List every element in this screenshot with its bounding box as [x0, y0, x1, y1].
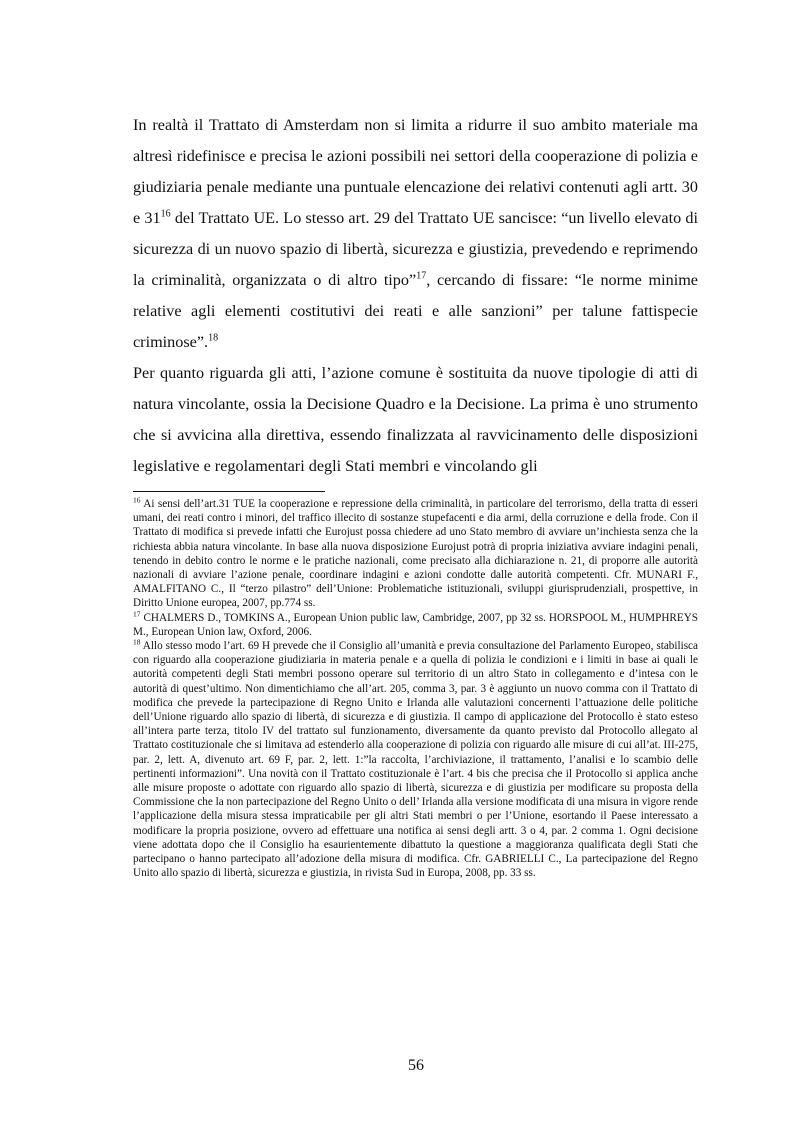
footnotes	[133, 497, 698, 880]
paragraph-1	[133, 110, 698, 358]
footnote-text-18: Allo stesso modo l’art. 69 H prevede che il Consiglio all’umanità e previa consultazione del Parlamento Europeo, stabilisca con riguardo alla cooperazione giudiziaria in materia penale e a quella di polizia le condizioni e i limiti in base ai quali le autorità competenti degli Stati membri possono operare sul territorio di un altro Stato in collegamento e d’intesa con le autorità di quest’ultimo. Non dimentichiamo che all’art. 205, comma 3, par. 3 è aggiunto un nuovo comma con il Trattato di modifica che prevede la partecipazione di Regno Unito e Irlanda alle valutazioni concernenti l’attuazione delle politiche dell’Unione riguardo allo spazio di libertà, di sicurezza e di giustizia. Il campo di applicazione del Protocollo è stato esteso all’intera parte terza, titolo IV del trattato sul funzionamento, diversamente da quanto previsto dal Protocollo allegato al Trattato costituzionale che si limitava ad estenderlo alla cooperazione di polizia con riguardo alle misure di cui all’at. III-275, par. 2, lett. A, divenuto art. 69 F, par. 2, lett. 1:”la raccolta, l’archiviazione, il trattamento, l’analisi e lo scambio delle pertinenti informazioni”. Una novità con il Trattato costituzionale è l’art. 4 bis che precisa che il Protocollo si applica anche alle misure proposte o adottate con riguardo allo spazio di libertà, sicurezza e di giustizia per modificare su proposta della Commissione che la non partecipazione del Regno Unito o dell’ Irlanda alla versione modificata di una misura in vigore rende l’applicazione della misura stessa impraticabile per gli altri Stati membri o per l’Unione, esortando il Paese interessato a modificare la propria posizione, ovvero ad effettuare una notifica ai sensi degli artt. 3 o 4, par. 2 comma 1. Ogni decisione viene adottata dopo che il Consiglio ha esaurientemente dibattuto la questione a maggioranza qualificata degli Stati che partecipano o hanno partecipato all’adozione della misura di modifica. Cfr. GABRIELLI C., La partecipazione del Regno Unito allo spazio di libertà, sicurezza e giustizia, in rivista Sud in Europa, 2008, pp. 33 ss.	[133, 640, 698, 880]
footnote-number-17: 17	[133, 608, 141, 618]
footnote-17	[133, 608, 698, 639]
footnote-separator	[133, 491, 325, 492]
footnote-number-18: 18	[133, 637, 141, 647]
footnote-16	[133, 497, 698, 611]
paragraph-2: Per quanto riguarda gli atti, l’azione comune è sostituita da nuove tipologie di atti di natura vincolante, ossia la Decisione Quadro e la Decisione. La prima è uno strumento che si avvicina alla direttiva, essendo finalizzata al ravvicinamento delle disposizioni legislative e regolamentari degli Stati membri e vincolando gli	[133, 364, 698, 475]
footnote-ref-18[interactable]: 18	[208, 332, 219, 344]
footnote-ref-17[interactable]: 17	[416, 270, 427, 282]
page-number: 56	[408, 1057, 424, 1074]
footnote-text-17: CHALMERS D., TOMKINS A., European Union public law, Cambridge, 2007, pp 32 ss. HORSPOOL M., HUMPHREYS M., European Union law, Oxford, 2006.	[133, 611, 698, 638]
paragraph-1-text-b: del Trattato UE. Lo stesso art. 29 del Trattato UE sancisce: “un livello elevato di sicurezza di un nuovo spazio di libertà, sicurezza e giustizia, prevedendo e reprimendo la criminalità, organizzata o di altro tipo”	[133, 209, 699, 289]
paragraph-1-text-c: , cercando di fissare: “le norme minime relative agli elementi costitutivi dei reati e alle sanzioni” per talune fattispecie criminose”.	[133, 271, 698, 351]
footnote-number-16: 16	[133, 495, 141, 505]
footnote-18	[133, 639, 698, 880]
main-text	[133, 110, 698, 482]
footnote-ref-16[interactable]: 16	[160, 208, 171, 220]
footnote-text-16: Ai sensi dell’art.31 TUE la cooperazione e repressione della criminalità, in particolare del terrorismo, della tratta di esseri umani, dei reati contro i minori, del traffico illecito di sostanze stupefacenti e dia armi, della corruzione e della frode. Con il Trattato di modifica si prevede infatti che Eurojust possa chiedere ad uno Stato membro di avviare un’inchiesta senza che la richiesta abbia natura vincolante. In base alla nuova disposizione Eurojust potrà di propria iniziativa avviare indagini penali, tenendo in debito contro le norme e le pratiche nazionali, come precisato alla dichiarazione n. 21, di proporre alle autorità nazionali di avviare l’azione penale, coordinare indagini e azioni condotte dalle autorità competenti. Cfr. MUNARI F., AMALFITANO C., Il “terzo pilastro” dell’Unione: Problematiche istituzionali, sviluppi giurisprudenziali, prospettive, in Diritto Unione europea, 2007, pp.774 ss.	[133, 498, 698, 610]
paragraph-1-text-a: In realtà il Trattato di Amsterdam non si limita a ridurre il suo ambito materiale ma altresì ridefinisce e precisa le azioni possibili nei settori della cooperazione di polizia e giudiziaria penale mediante una puntuale elencazione dei relativi contenuti agli artt. 30 e 31	[133, 116, 698, 227]
